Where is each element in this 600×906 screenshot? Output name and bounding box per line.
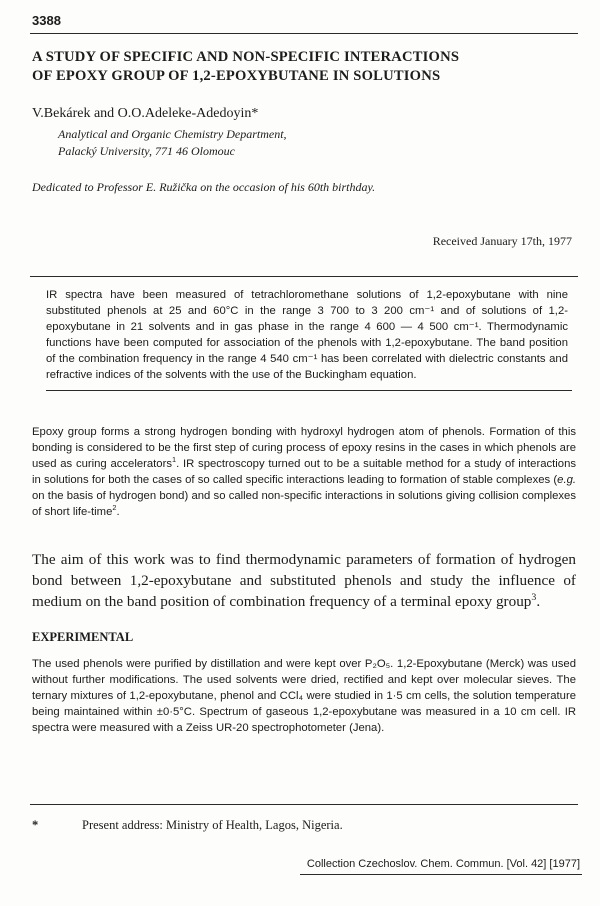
journal-citation: Collection Czechoslov. Chem. Commun. [Vol. 42] [1977]	[306, 858, 580, 870]
experimental-paragraph: The used phenols were purified by distillation and were kept over P₂O₅. 1,2-Epoxybutane (Merck) was used without further modifications. The used solvents were dried, rectified and kept over molecular sieves. The ternary mixtures of 1,2-epoxybutane, phenol and CCl₄ were studied in 1·5 cm cells, the solution temperature being maintained within ±0·5°C. Spectrum of gaseous 1,2-epoxybutane was measured in a 10 cm cell. IR spectra were measured with a Zeiss UR-20 spectrophotometer (Jena).	[32, 658, 576, 734]
footnote-rule	[30, 804, 578, 805]
aim-end: .	[536, 593, 541, 610]
intro-text-1: Epoxy group forms a strong hydrogen bonding with hydroxyl hydrogen atom of phenols. Formation of this bonding is considered to be the first step of curing process of epoxy resins in the cases in which phenols are used as curing accelerators	[32, 426, 576, 470]
experimental-heading: EXPERIMENTAL	[32, 630, 134, 644]
intro-text-3: on the basis of hydrogen bond) and so called non-specific interactions in solutions giving collision complexes of short life-time	[32, 490, 576, 518]
aim-paragraph	[32, 549, 576, 612]
received-date: Received January 17th, 1977	[432, 234, 572, 248]
title-line-1: A STUDY OF SPECIFIC AND NON-SPECIFIC INTERACTIONS	[32, 49, 460, 65]
abstract-top-rule	[30, 276, 578, 277]
aim-text: The aim of this work was to find thermodynamic parameters of formation of hydrogen bond between 1,2-epoxybutane and substituted phenols and study the influence of medium on the band position of combination frequency of a terminal epoxy group	[32, 551, 576, 610]
abstract: IR spectra have been measured of tetrachloromethane solutions of 1,2-epoxybutane with nine substituted phenols at 25 and 60°C in the range 3 700 to 3 200 cm⁻¹ and of solutions of 1,2-epoxybutane in 21 solvents and in gas phase in the range 4 600 — 4 500 cm⁻¹. Thermodynamic functions have been computed for association of the phenols with 1,2-epoxybutane. The band position of the combination frequency in the range 4 540 cm⁻¹ has been correlated with dielectric constants and refractive indices of the solvents with the use of the Buckingham equation.	[46, 289, 568, 381]
affiliation	[58, 126, 287, 160]
reference-2: 2	[112, 503, 117, 513]
footnote-mark: *	[32, 818, 39, 832]
footnote	[32, 818, 343, 833]
intro-text-2: . IR spectroscopy turned out to be a suitable method for a study of interactions in solutions for both the cases of so called specific interactions leading to formation of stable complexes (	[32, 458, 576, 486]
reference-1: 1	[172, 455, 177, 465]
affiliation-line-2: Palacký University, 771 46 Olomouc	[58, 144, 235, 158]
footer-rule	[300, 874, 582, 875]
intro-text-4: .	[116, 506, 120, 518]
title-line-2: OF EPOXY GROUP OF 1,2-EPOXYBUTANE IN SOLUTIONS	[32, 68, 441, 84]
abstract-bottom-rule	[46, 390, 572, 391]
page-number: 3388	[32, 13, 61, 28]
article-title	[32, 48, 572, 86]
intro-paragraph	[32, 424, 576, 520]
authors: V.Bekárek and O.O.Adeleke-Adedoyin*	[32, 106, 259, 121]
dedication: Dedicated to Professor E. Ružička on the occasion of his 60th birthday.	[32, 180, 376, 194]
affiliation-line-1: Analytical and Organic Chemistry Department,	[58, 127, 287, 141]
reference-3: 3	[531, 591, 537, 603]
intro-eg: e.g.	[557, 474, 576, 486]
header-rule	[30, 33, 578, 34]
footnote-text: Present address: Ministry of Health, Lagos, Nigeria.	[82, 818, 343, 832]
